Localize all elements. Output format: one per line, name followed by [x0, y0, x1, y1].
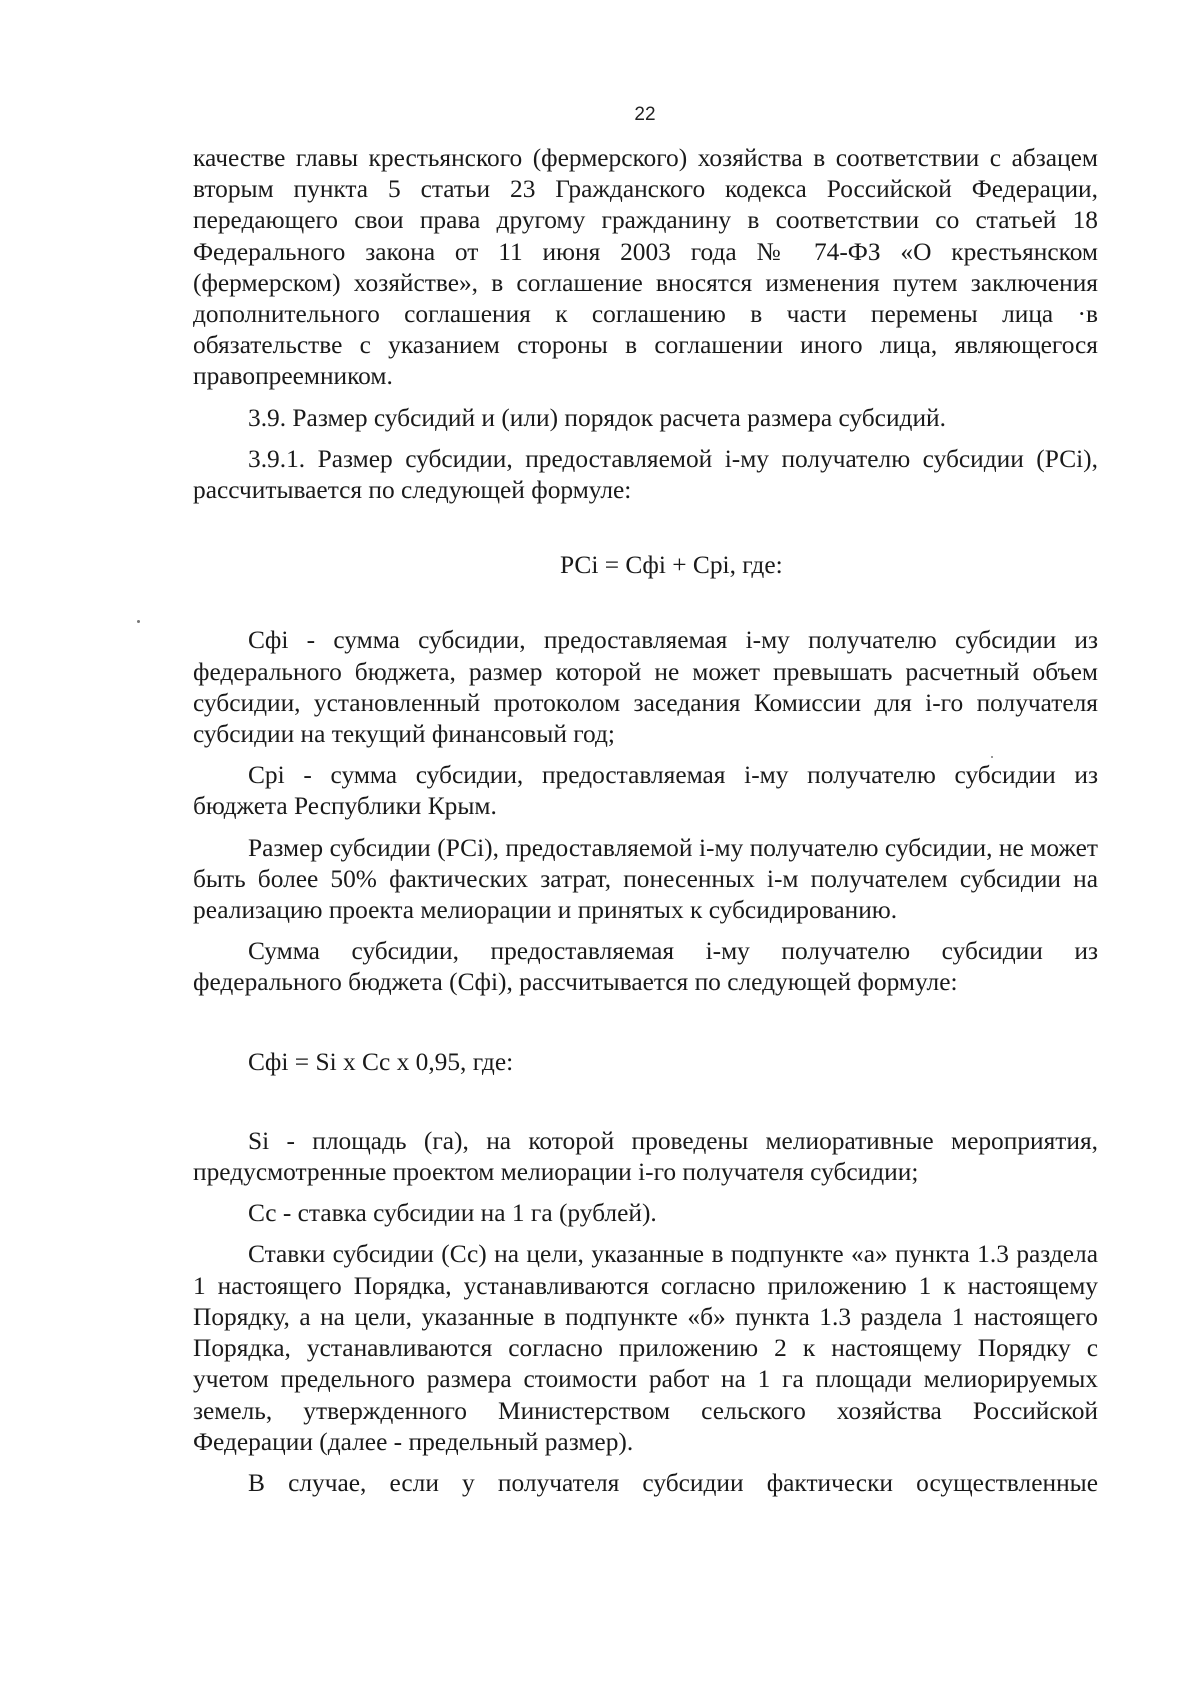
paragraph-federal-sum: Сумма субсидии, предоставляемая i-му получателю субсидии из федерального бюджета (Сфi), рассчитывается по следующей формуле: [193, 937, 1098, 997]
definition-cc: Сс - ставка субсидии на 1 га (рублей). [248, 1199, 657, 1228]
paragraph-subsidy-rates: Ставки субсидии (Сс) на цели, указанные в подпункте «а» пункта 1.3 раздела 1 настоящего Порядка, устанавливаются согласно приложению 1 к настоящему Порядку, а на цели, указанные в подпункте «б» пункта 1.3 раздела 1 настоящего Порядка, устанавливаются согласно приложению 2 к настоящему Порядку с учетом предельного размера стоимости работ на 1 га площади мелиорируемых земель, утвержденного Министерством сельского хозяйства Российской Федерации (далее - предельный размер). [193, 1240, 1098, 1456]
formula-rci: РСi = Сфi + Срi, где: [560, 551, 783, 580]
paragraph-subsidy-limit: Размер субсидии (РСi), предоставляемой i-му получателю субсидии, не может быть более 50% фактических затрат, понесенных i-м получателем субсидии на реализацию проекта мелиорации и принятых к субсидированию. [193, 833, 1098, 925]
definition-cri: Срi - сумма субсидии, предоставляемая i-му получателю субсидии из бюджета Республики Крым. [193, 761, 1098, 821]
page-number: 22 [634, 104, 656, 125]
scan-speck [137, 620, 140, 623]
section-heading-3-9: 3.9. Размер субсидий и (или) порядок расчета размера субсидий. [248, 403, 946, 432]
formula-sfi: Сфi = Si x Cc x 0,95, где: [248, 1047, 514, 1076]
paragraph-continuation: качестве главы крестьянского (фермерского) хозяйства в соответствии с абзацем вторым пункта 5 статьи 23 Гражданского кодекса Российской Федерации, передающего свои права другому гражданину в соответствии со статьей 18 Федерального закона от 11 июня 2003 года № 74-ФЗ «О крестьянском (фермерском) хозяйстве», в соглашение вносятся изменения путем заключения дополнительного соглашения к соглашению в части перемены лица ·в обязательстве с указанием стороны в соглашении иного лица, являющегося правопреемником. [193, 144, 1098, 391]
definition-sfi: Сфi - сумма субсидии, предоставляемая i-му получателю субсидии из федерального бюджета, размер которой не может превышать расчетный объем субсидии, установленный протоколом заседания Комиссии для i-го получателя субсидии на текущий финансовый год; [193, 626, 1098, 749]
paragraph-3-9-1: 3.9.1. Размер субсидии, предоставляемой i-му получателю субсидии (РСi), рассчитывается по следующей формуле: [193, 444, 1098, 505]
scan-speck [991, 756, 993, 758]
paragraph-case-continuation: В случае, если у получателя субсидии фактически осуществленные [248, 1468, 1098, 1497]
definition-si: Si - площадь (га), на которой проведены мелиоративные мероприятия, предусмотренные проектом мелиорации i-го получателя субсидии; [193, 1126, 1098, 1187]
document-body [193, 143, 1098, 1499]
